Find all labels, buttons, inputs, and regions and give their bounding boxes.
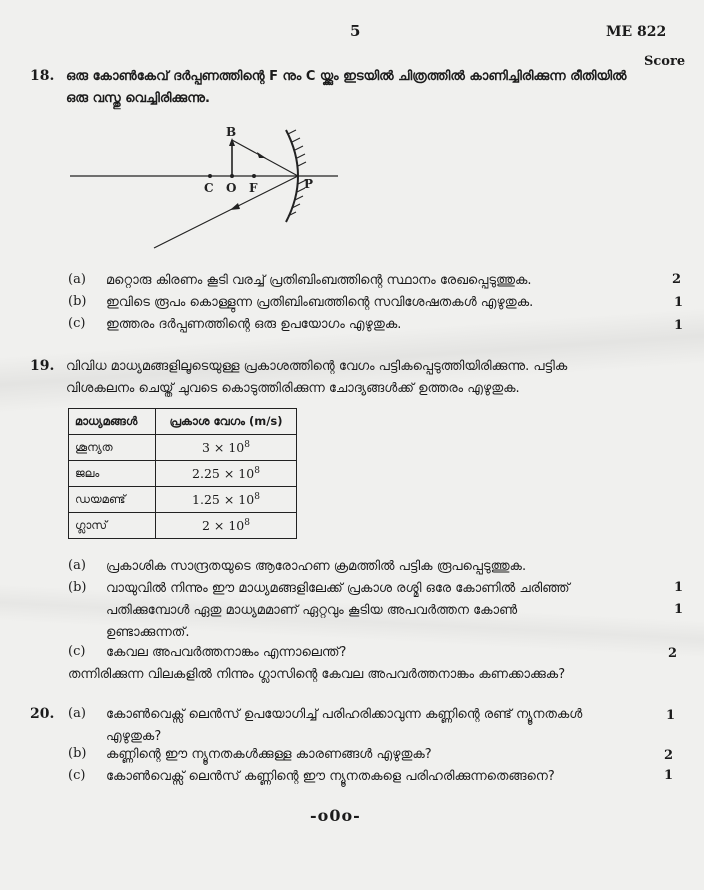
reflected-ray-arrowhead: [230, 203, 240, 210]
light-speed-table: [68, 408, 297, 539]
q19-part-a-text: പ്രകാശിക സാന്ദ്രതയുടെ ആരോഹണ ക്രമത്തിൽ പട്ടിക രൂപപ്പെടുത്തുക.: [106, 559, 527, 574]
table-cell-medium: ജലം: [69, 461, 156, 487]
label-c: C: [204, 181, 214, 195]
q20-part-a-mark: 1: [666, 708, 676, 723]
label-b: B: [226, 125, 237, 139]
table-cell-medium: ശൂന്യത: [69, 435, 156, 461]
question-number-20: 20.: [30, 706, 55, 722]
q19-part-b-mark: 1: [674, 602, 684, 617]
q19-part-b-label: (b): [68, 580, 87, 595]
q19-part-a-label: (a): [68, 558, 86, 573]
q19-part-b-text-line2: പതിക്കുമ്പോൾ ഏതു മാധ്യമമാണ് ഏറ്റവും കൂടിയ അപവർത്തന കോൺ: [106, 603, 518, 618]
q20-part-c-text: കോൺവെക്സ് ലെൻസ് കണ്ണിന്റെ ഈ ന്യൂനതകളെ പരിഹരിക്കുന്നതെങ്ങനെ?: [106, 769, 555, 784]
q19-part-b-text-line3: ഉണ്ടാക്കുന്നത്.: [106, 625, 190, 640]
q18-part-a-text: മറ്റൊരു കിരണം കൂടി വരച്ച് പ്രതിബിംബത്തിന്റെ സ്ഥാനം രേഖപ്പെടുത്തുക.: [106, 273, 532, 288]
q20-part-c-mark: 1: [664, 768, 674, 783]
q18-part-b-label: (b): [68, 294, 87, 309]
table-cell-speed: [156, 487, 297, 513]
q20-part-c-label: (c): [68, 768, 86, 783]
speed-exponent: 8: [244, 517, 250, 528]
q20-part-a-label: (a): [68, 706, 86, 721]
table-cell-speed: [156, 513, 297, 539]
speed-value: 2 × 10: [201, 518, 245, 534]
point-f-dot: [252, 174, 256, 178]
q19-part-b-text-line1: വായുവിൽ നിന്നും ഈ മാധ്യമങ്ങളിലേക്ക് പ്രകാശ രശ്മി ഒരേ കോണിൽ ചരിഞ്ഞ്: [106, 581, 570, 596]
table-row: [69, 513, 297, 539]
point-o-dot: [230, 174, 234, 178]
page-number: 5: [350, 22, 361, 40]
score-heading: Score: [644, 54, 686, 69]
table-cell-medium: ഡയമണ്ട്: [69, 487, 156, 513]
label-f: F: [249, 181, 258, 195]
q19-part-c-mark: 2: [668, 646, 678, 661]
q20-part-a-text-line1: കോൺവെക്സ് ലെൻസ് ഉപയോഗിച്ച് പരിഹരിക്കാവുന്ന കണ്ണിന്റെ രണ്ട് ന്യൂനതകൾ: [106, 707, 583, 722]
q20-part-b-label: (b): [68, 746, 87, 761]
end-of-paper-mark: -o0o-: [310, 806, 361, 825]
speed-exponent: 8: [244, 439, 250, 450]
q20-part-a-text-line2: എഴുതുക?: [106, 729, 162, 744]
q18-part-c-text: ഇത്തരം ദർപ്പണത്തിന്റെ ഒരു ഉപയോഗം എഴുതുക.: [106, 317, 402, 332]
object-arrowhead: [229, 138, 235, 146]
q18-part-a-label: (a): [68, 272, 86, 287]
table-header-speed: പ്രകാശ വേഗം (m/s): [156, 409, 297, 435]
incident-ray-arrowhead: [257, 152, 266, 158]
speed-value: 1.25 × 10: [192, 492, 255, 508]
q18-text-line2: ഒരു വസ്തു വെച്ചിരിക്കുന്നു.: [66, 91, 210, 106]
q19-part-c-text-line1: കേവല അപവർത്തനാങ്കം എന്നാലെന്ത്?: [106, 645, 347, 660]
concave-mirror-diagram: [60, 118, 360, 258]
table-row: [69, 461, 297, 487]
table-header-medium: മാധ്യമങ്ങൾ: [69, 409, 156, 435]
table-cell-speed: [156, 461, 297, 487]
q18-part-b-text: ഇവിടെ രൂപം കൊള്ളുന്ന പ്രതിബിംബത്തിന്റെ സവിശേഷതകൾ എഴുതുക.: [106, 295, 534, 310]
q18-part-c-label: (c): [68, 316, 86, 331]
question-number-18: 18.: [30, 68, 55, 84]
speed-value: 2.25 × 10: [192, 466, 255, 482]
q18-part-c-mark: 1: [674, 318, 684, 333]
table-row: [69, 487, 297, 513]
q19-part-c-label: (c): [68, 644, 86, 659]
label-p: P: [304, 177, 314, 191]
paper-code: ME 822: [606, 24, 667, 40]
table-cell-medium: ഗ്ലാസ്: [69, 513, 156, 539]
speed-exponent: 8: [254, 491, 260, 502]
q18-part-a-mark: 2: [672, 272, 682, 287]
q19-text-line2: വിശകലനം ചെയ്ത് ചുവടെ കൊടുത്തിരിക്കുന്ന ചോദ്യങ്ങൾക്ക് ഉത്തരം എഴുതുക.: [66, 381, 520, 396]
q19-text-line1: വിവിധ മാധ്യമങ്ങളിലൂടെയുള്ള പ്രകാശത്തിന്റെ വേഗം പട്ടികപ്പെടുത്തിയിരിക്കുന്നു. പട്ടിക: [66, 359, 568, 374]
q19-part-a-mark: 1: [674, 580, 684, 595]
speed-value: 3 × 10: [201, 440, 245, 456]
q20-part-b-text: കണ്ണിന്റെ ഈ ന്യൂനതകൾക്കുള്ള കാരണങ്ങൾ എഴുതുക?: [106, 747, 432, 762]
label-o: O: [226, 181, 237, 195]
point-c-dot: [208, 174, 212, 178]
table-header-row: [69, 409, 297, 435]
table-cell-speed: [156, 435, 297, 461]
q18-text-line1: ഒരു കോൺകേവ് ദർപ്പണത്തിന്റെ F നും C യ്ക്കും ഇടയിൽ ചിത്രത്തിൽ കാണിച്ചിരിക്കുന്ന രീതിയിൽ: [66, 69, 627, 84]
question-number-19: 19.: [30, 358, 55, 374]
table-row: [69, 435, 297, 461]
q19-part-c-text-line2: തന്നിരിക്കുന്ന വിലകളിൽ നിന്നും ഗ്ലാസിന്റെ കേവല അപവർത്തനാങ്കം കണക്കാക്കുക?: [68, 667, 566, 682]
q20-part-b-mark: 2: [664, 748, 674, 763]
q18-part-b-mark: 1: [674, 295, 684, 310]
speed-exponent: 8: [254, 465, 260, 476]
